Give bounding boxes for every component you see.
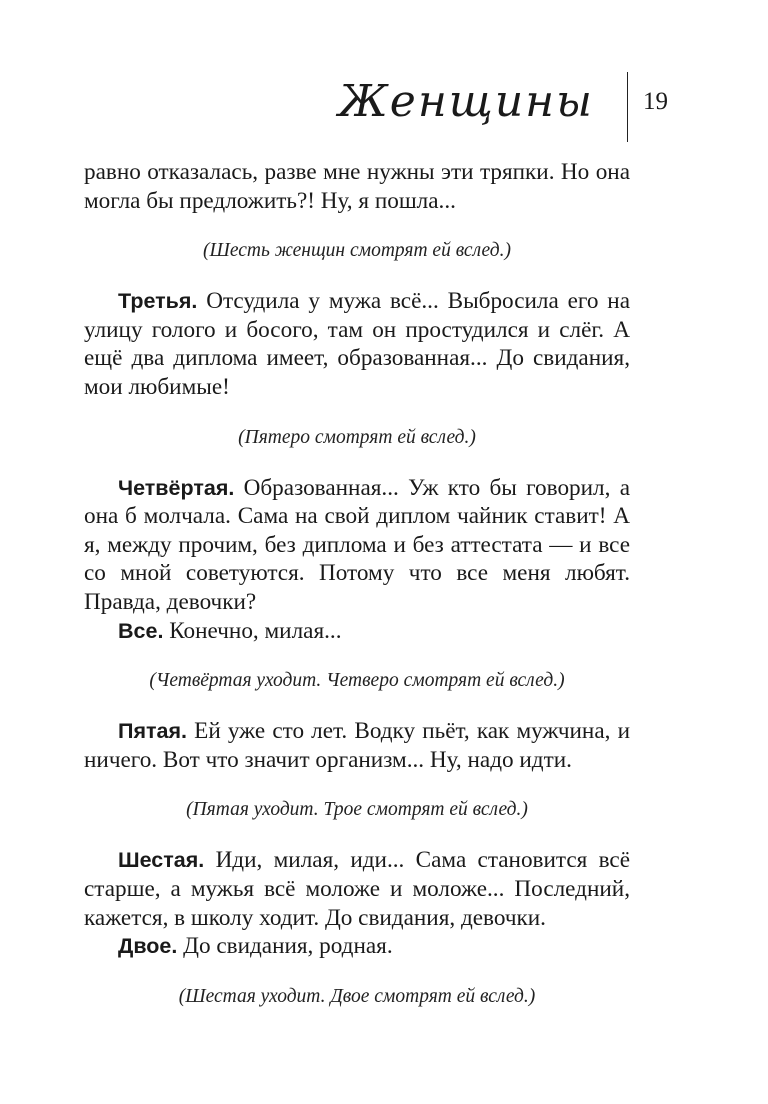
- page-number: 19: [643, 88, 668, 115]
- dialogue-text: До свидания, родная.: [177, 933, 393, 960]
- header-divider: [627, 72, 629, 142]
- page-body: [84, 158, 630, 1033]
- dialogue-line-third: [84, 287, 630, 401]
- speaker-name: Двое.: [118, 934, 178, 959]
- running-title: Женщины: [338, 76, 594, 127]
- dialogue-text: Ей уже сто лет. Водку пьёт, как мужчина, и ничего. Вот что значит организм... Ну, надо идти.: [84, 718, 630, 773]
- dialogue-text: Образованная... Уж кто бы говорил, а она б молчала. Сама на свой диплом чайник ставит! А я, между прочим, без диплома и без аттестата — и все со мной советуются. Потому что все меня любят. Правда, девочки?: [84, 474, 630, 615]
- running-header: [68, 72, 628, 142]
- dialogue-text: Отсудила у мужа всё... Выбросила его на улицу голого и босого, там он простудился и слёг. А ещё два диплома имеет, образованная... До свидания, мои любимые!: [84, 288, 630, 400]
- dialogue-line-sixth: [84, 846, 630, 932]
- dialogue-text: Иди, милая, иди... Сама становится всё старше, а мужья всё моложе и моложе... Последний, кажется, в школу ходит. До свидания, девочки.: [84, 847, 630, 931]
- stage-direction: (Шестая уходит. Двое смотрят ей вслед.): [178, 985, 536, 1007]
- speaker-name: Все.: [118, 618, 164, 643]
- stage-direction: (Пятая уходит. Трое смотрят ей вслед.): [186, 799, 528, 821]
- stage-direction: (Шесть женщин смотрят ей вслед.): [203, 240, 511, 262]
- speaker-name: Четвёртая.: [118, 475, 235, 500]
- speaker-name: Третья.: [118, 289, 198, 314]
- stage-direction: (Четвёртая уходит. Четверо смотрят ей вслед.): [149, 670, 565, 692]
- speaker-name: Пятая.: [118, 719, 188, 744]
- dialogue-line-fourth: [84, 474, 630, 617]
- paragraph-continued: равно отказалась, разве мне нужны эти тряпки. Но она могла бы предложить?! Ну, я пошла...: [84, 159, 630, 214]
- dialogue-text: Конечно, милая...: [163, 617, 342, 644]
- stage-direction: (Пятеро смотрят ей вслед.): [238, 426, 476, 448]
- speaker-name: Шестая.: [118, 848, 205, 873]
- dialogue-line-fifth: [84, 717, 630, 774]
- dialogue-line-two: [84, 932, 630, 961]
- dialogue-line-all: [84, 617, 630, 646]
